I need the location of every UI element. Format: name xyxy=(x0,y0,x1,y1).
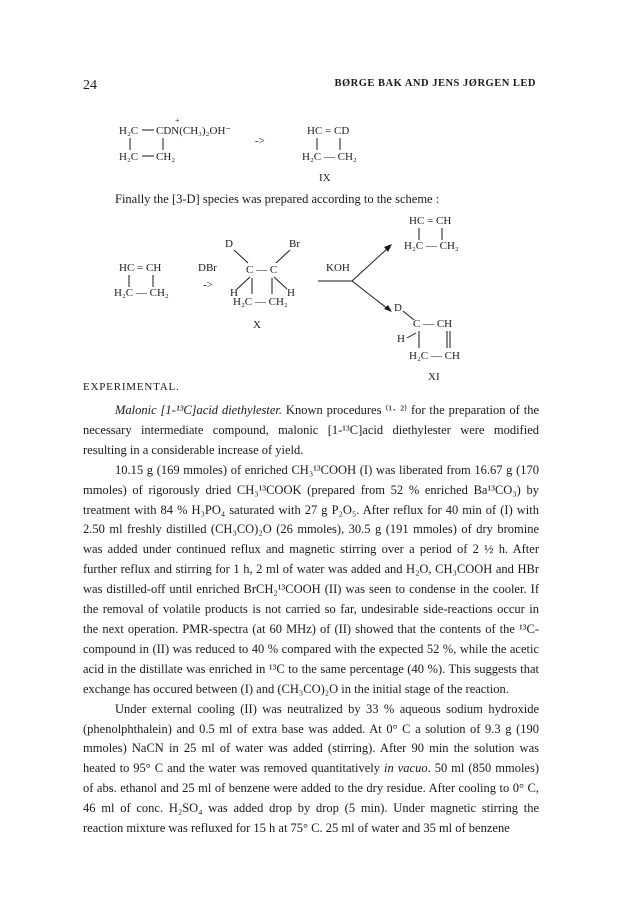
body-text xyxy=(83,401,539,839)
s2-arrow-down-head xyxy=(384,305,392,312)
s2-int-br: Br xyxy=(289,238,300,250)
s2-prod2-d: D xyxy=(394,302,402,314)
s2-prod2-label: XI xyxy=(428,371,440,383)
paragraph-3-text-a: Under external cooling (II) was neutralized by 33 % aqueous sodium hydroxide (phenolphthalein) and 0.5 ml of extra base was added. At 0° C a solution of 9.3 g (190 mmoles) NaCN in 25 ml of water was added (stirring). After 90 min the solution was heated to 95° C and the water was removed quantitatively xyxy=(83,701,539,776)
s2-int-label: X xyxy=(253,319,261,331)
s2-int-bond-hl xyxy=(237,277,250,289)
s2-int-bond-hr xyxy=(274,277,287,289)
s2-int-d: D xyxy=(225,238,233,250)
s2-int-bottom: H₂C — CH₂ xyxy=(233,296,288,308)
finally-sentence: Finally the [3-D] species was prepared according to the scheme : xyxy=(115,192,440,206)
paragraph-3-text-b: . 50 ml (850 mmoles) of abs. ethanol and 25 ml of benzene were added to the dry residue. After cooling to 0° C, 46 ml of conc. H₂SO₄ was added drop by drop (5 min). Under magnetic stirring the reaction mixture was refluxed for 15 h at 75° C. 25 ml of water and 35 ml of benzene xyxy=(83,761,539,836)
s1-reactant-bottom-right: CH₂ xyxy=(156,151,176,163)
running-head: BØRGE BAK AND JENS JØRGEN LED xyxy=(334,78,536,89)
paragraph-3 xyxy=(83,700,539,839)
s2-reagent-koh: KOH xyxy=(326,262,350,274)
s2-start-bottom: H₂C — CH₂ xyxy=(114,287,169,299)
s2-int-h-left: H xyxy=(230,287,238,299)
s2-prod2-h: H xyxy=(397,333,405,345)
s1-reactant-top-right: CDN(CH₃)₂OH⁻ xyxy=(156,125,232,137)
s1-product-top: HC = CD xyxy=(307,125,350,137)
scheme-1 xyxy=(119,116,357,184)
s2-start-top: HC = CH xyxy=(119,262,162,274)
s1-arrow: -> xyxy=(255,135,265,147)
scheme-2 xyxy=(114,215,460,383)
paragraph-1-text: Known procedures ⁽¹· ²⁾ for the preparation of the necessary intermediate compound, malonic [1-¹³C]acid diethylester were modified resulting in a considerable increase of yield. xyxy=(83,403,539,457)
page-number: 24 xyxy=(83,78,97,93)
s2-arrow-down xyxy=(352,281,388,309)
s2-arrow-1: -> xyxy=(203,279,213,291)
s2-reagent-dbr: DBr xyxy=(198,262,217,274)
s1-plus-sign: + xyxy=(175,116,180,125)
s2-int-bond-d xyxy=(234,250,248,263)
paragraph-1-title: Malonic [1-¹³C]acid diethylester. xyxy=(115,403,283,417)
paragraph-1 xyxy=(83,401,539,461)
experimental-heading: EXPERIMENTAL. xyxy=(83,381,180,393)
paragraph-3-italic: in vacuo xyxy=(384,761,428,776)
s2-prod2-bottom: H₂C — CH xyxy=(409,350,460,362)
s1-product-label: IX xyxy=(319,172,331,184)
s2-prod2-bond-h xyxy=(407,333,416,338)
s2-int-bond-br xyxy=(276,250,290,263)
s1-product-bottom: H₂C — CH₂ xyxy=(302,151,357,163)
s1-reactant-top-left: H₂C xyxy=(119,125,139,137)
s2-prod1-top: HC = CH xyxy=(409,215,452,227)
s2-int-h-right: H xyxy=(287,287,295,299)
s2-prod1-bottom: H₂C — CH₂ xyxy=(404,240,459,252)
s1-reactant-bottom-left: H₂C xyxy=(119,151,139,163)
s2-int-core: C — C xyxy=(246,264,278,276)
paragraph-2: 10.15 g (169 mmoles) of enriched CH₃¹³COOH (I) was liberated from 16.67 g (170 mmoles) of rigorously dried CH₃¹³COOK (prepared from 52 % enriched Ba¹³CO₃) by treatment with 84 % H₃PO₄ saturated with 27 g P₂O₅. After reflux for 40 min of (I) with 2.50 ml freshly distilled (CH₃CO)₂O (26 mmoles), 30.5 g (191 mmoles) of dry bromine was added under continued reflux and magnetic stirring over a period of 2 ½ h. After further reflux and stirring for 1 h, 2 ml of water was added and H₂O, CH₃COOH and HBr was distilled-off until enriched BrCH₂¹³COOH (II) was seen to condense in the cooler. If the removal of volatile products is not carried so far, undesirable side-reactions occur in the next operation. PMR-spectra (at 60 MHz) of (II) showed that the contents of the ¹³C-compound in (II) was reduced to 40 % compared with the expected 52 %, while the acetic acid in the distillate was enriched in ¹³C to the same percentage (40 %). This suggests that exchange has occured between (I) and (CH₃CO)₂O in the initial stage of the reaction. xyxy=(83,462,539,696)
s2-arrow-up xyxy=(352,248,388,281)
s2-prod2-top: C — CH xyxy=(413,318,453,330)
